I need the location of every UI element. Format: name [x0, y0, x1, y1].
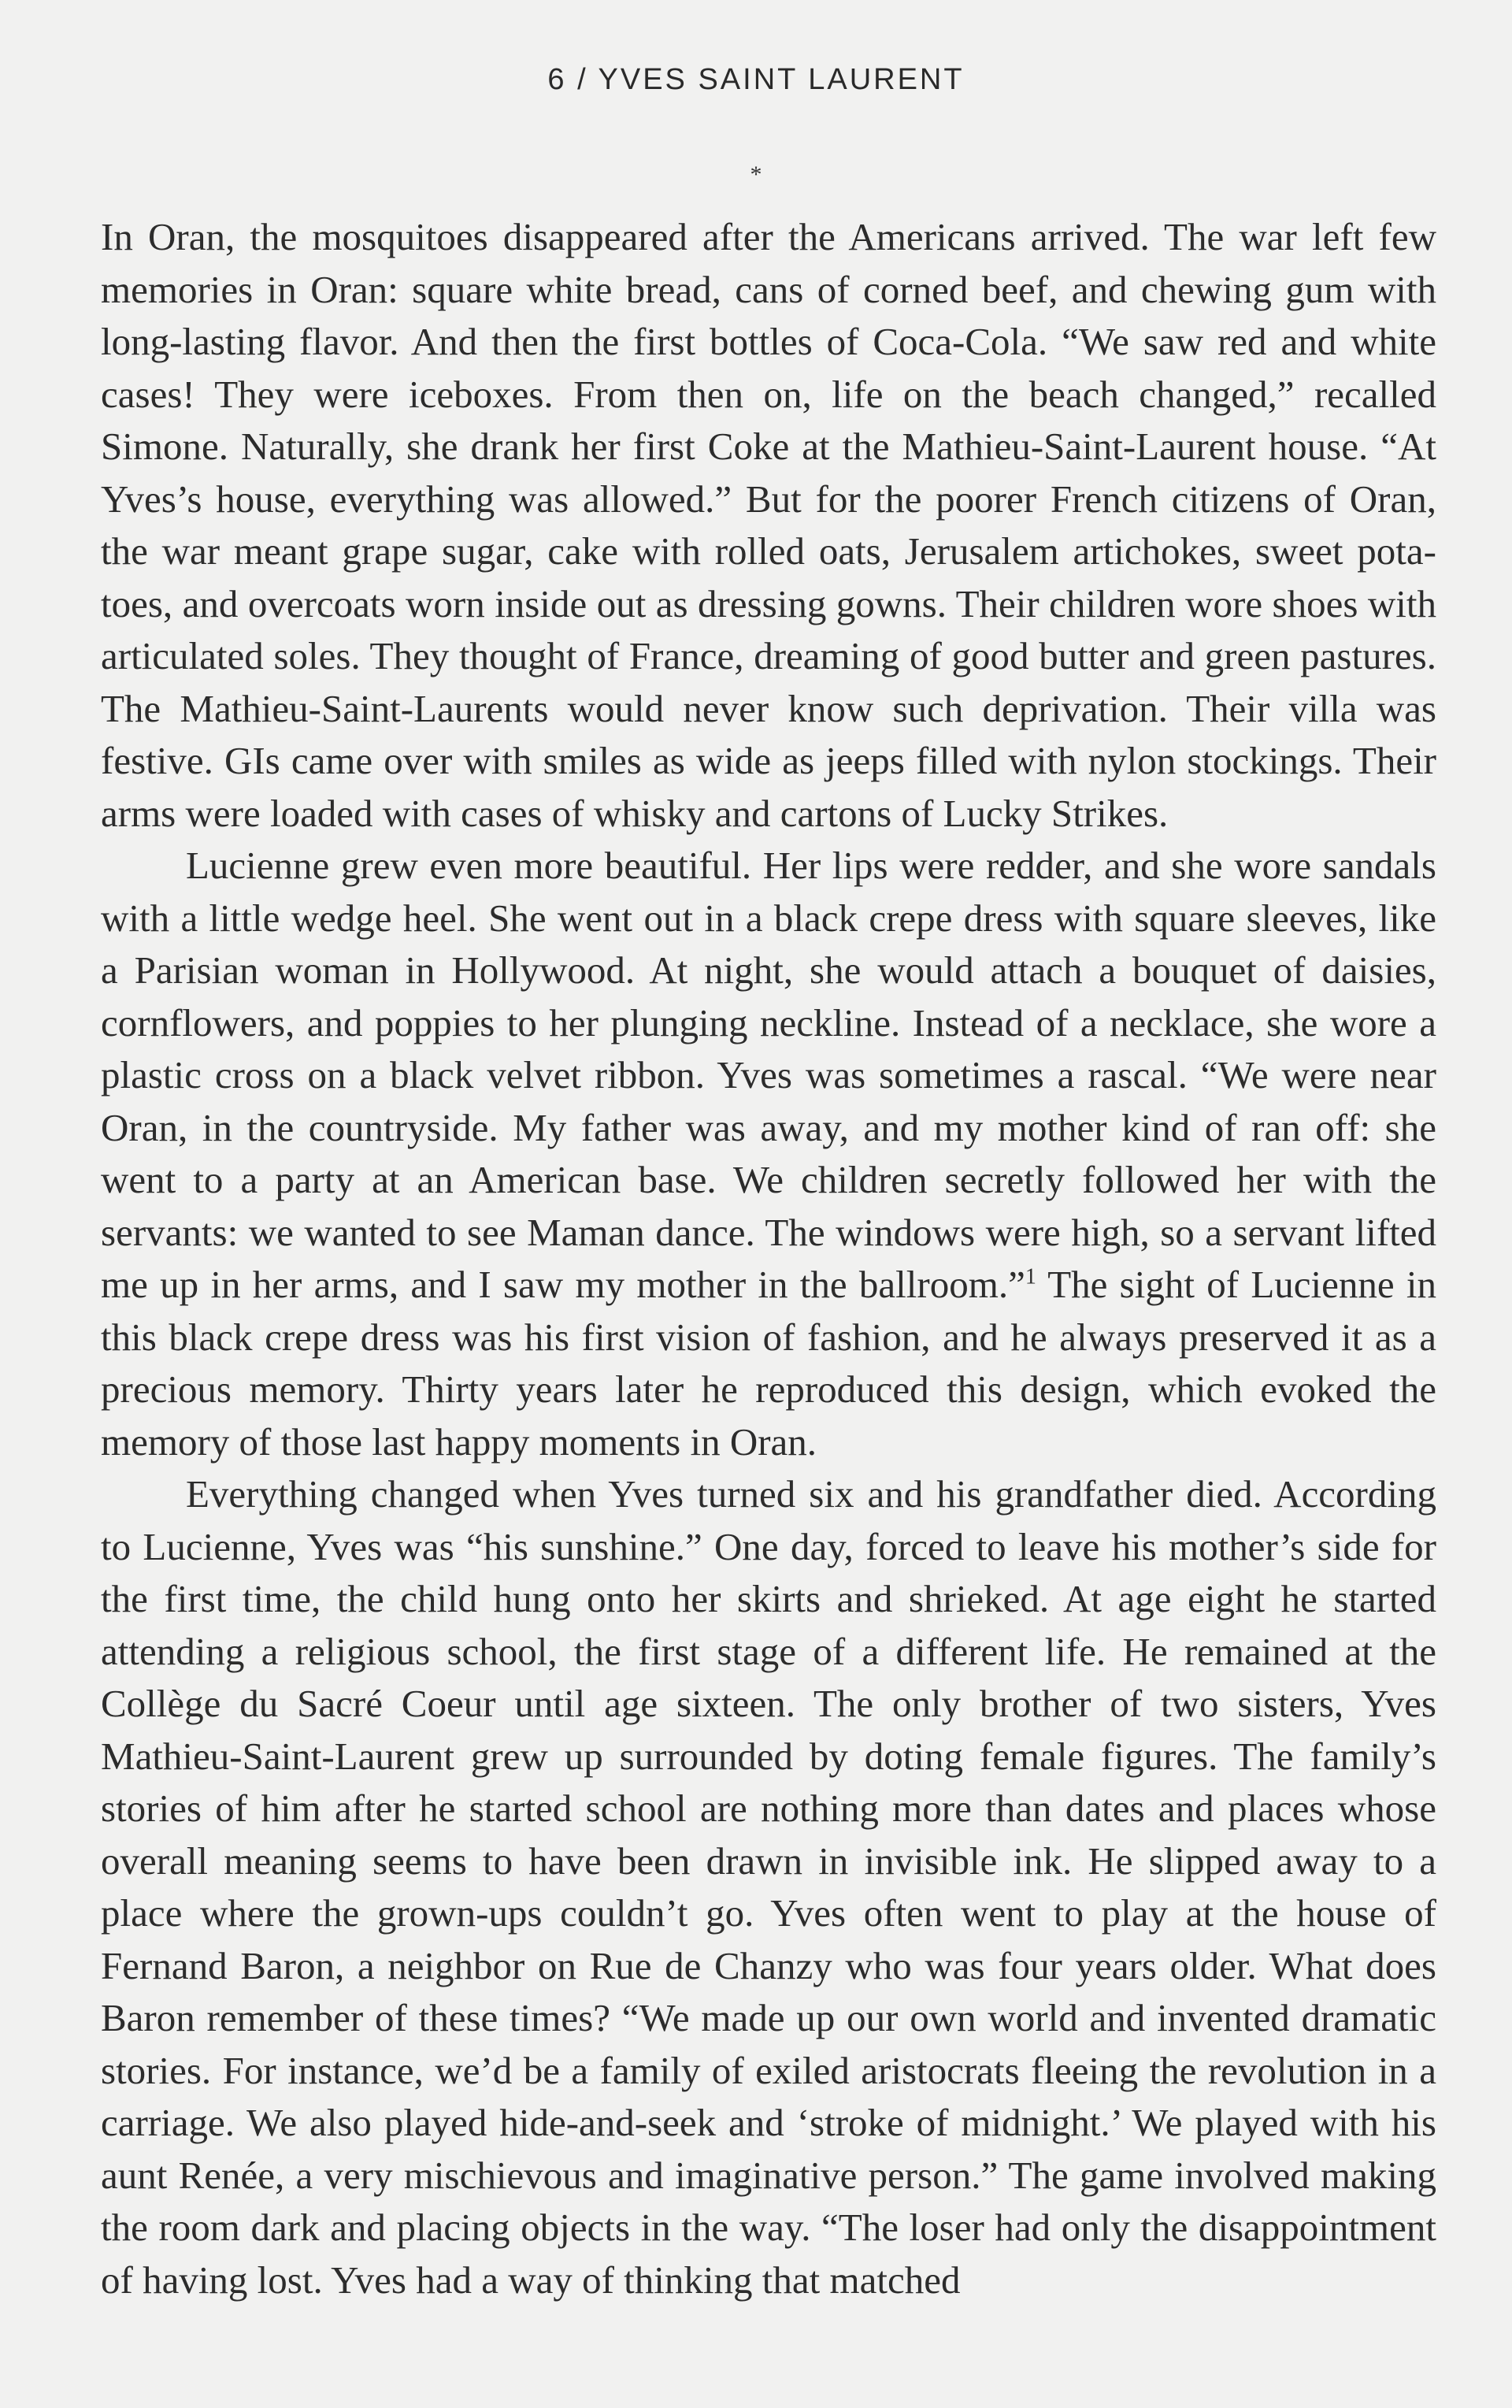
- paragraph-2: [101, 840, 1436, 1468]
- running-head: 6 / YVES SAINT LAURENT: [547, 63, 965, 96]
- paragraph-2-text-after-note: The sight of Lucienne in this black crepe dress was his first vision of fashion, and he always preserved it as a precious memory. Thirty years later he reproduced this design, which evoked the memory of those last happy moments in Oran.: [101, 1263, 1437, 1464]
- paragraph-1: In Oran, the mosquitoes disappeared after the Americans arrived. The war left few memories in Oran: square white bread, cans of corned beef, and chewing gum with long-lasting flavor. And then the first bottles of Coca-Cola. “We saw red and white cases! They were iceboxes. From then on, life on the beach changed,” recalled Simone. Naturally, she drank her first Coke at the Mathieu-Saint-Laurent house. “At Yves’s house, everything was allowed.” But for the poorer French citizens of Oran, the war meant grape sugar, cake with rolled oats, Jerusalem artichokes, sweet potatoes, and overcoats worn inside out as dressing gowns. Their children wore shoes with articulated soles. They thought of France, dreaming of good butter and green pastures. The Mathieu-Saint-Laurents would never know such deprivation. Their villa was festive. GIs came over with smiles as wide as jeeps filled with nylon stockings. Their arms were loaded with cases of whisky and cartons of Lucky Strikes.: [101, 215, 1436, 835]
- paragraph-2-text-before-note: Lucienne grew even more beautiful. Her lips were redder, and she wore sandals with a little wedge heel. She went out in a black crepe dress with square sleeves, like a Parisian woman in Hollywood. At night, she would attach a bouquet of daisies, cornflowers, and poppies to her plunging neckline. Instead of a necklace, she wore a plastic cross on a black velvet ribbon. Yves was sometimes a rascal. “We were near Oran, in the countryside. My father was away, and my mother kind of ran off: she went to a party at an American base. We children secretly followed her with the servants: we wanted to see Maman dance. The windows were high, so a servant lifted me up in her arms, and I saw my mother in the ballroom.”: [101, 844, 1436, 1306]
- footnote-reference: 1: [1025, 1264, 1036, 1289]
- body-text: [101, 211, 1436, 2306]
- section-break-asterisk: *: [750, 161, 762, 187]
- paragraph-3: Everything changed when Yves turned six and his grandfather died. According to Lucienne, Yves was “his sunshine.” One day, forced to leave his mother’s side for the first time, the child hung onto her skirts and shrieked. At age eight he started attending a religious school, the first stage of a different life. He remained at the Collège du Sacré Coeur until age sixteen. The only brother of two sisters, Yves Mathieu-Saint-Laurent grew up surrounded by doting female figures. The family’s stories of him after he started school are nothing more than dates and places whose overall meaning seems to have been drawn in invisible ink. He slipped away to a place where the grown-ups couldn’t go. Yves often went to play at the house of Fernand Baron, a neighbor on Rue de Chanzy who was four years older. What does Baron remember of these times? “We made up our own world and invented dramatic stories. For instance, we’d be a family of exiled aristocrats fleeing the revolution in a carriage. We also played hide-and-seek and ‘stroke of midnight.’ We played with his aunt Renée, a very mischievous and imaginative person.” The game involved making the room dark and placing objects in the way. “The loser had only the disappointment of having lost. Yves had a way of thinking that matched: [101, 1472, 1436, 2302]
